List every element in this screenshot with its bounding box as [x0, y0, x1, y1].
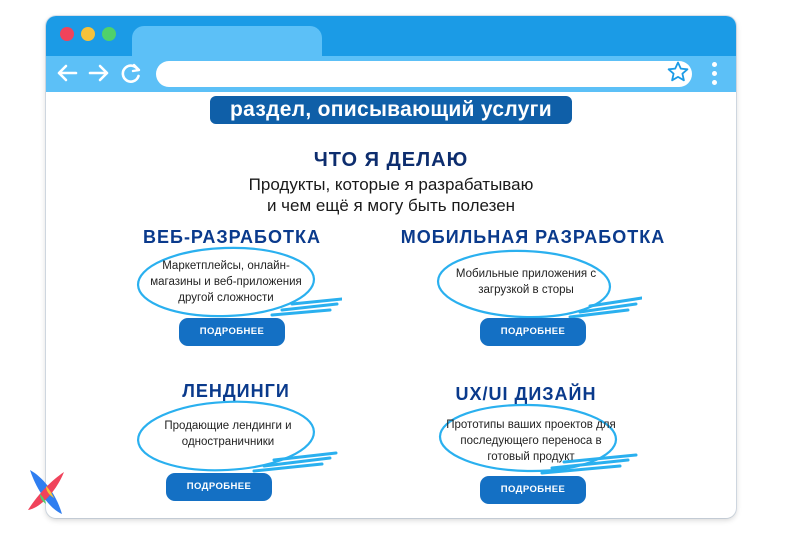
section-banner: раздел, описывающий услуги	[210, 96, 572, 124]
subtitle-line-2: и чем ещё я могу быть полезен	[266, 196, 516, 215]
desc-line: магазины и веб-приложения	[150, 276, 302, 288]
service-title-design: UX/UI ДИЗАЙН	[455, 384, 597, 404]
kebab-menu-icon[interactable]	[712, 62, 718, 86]
service-desc-mobile	[436, 266, 616, 298]
address-bar[interactable]	[156, 61, 692, 87]
desc-line: загрузкой в сторы	[478, 284, 574, 296]
desc-line: Продающие лендинги и	[164, 420, 292, 432]
more-button-design[interactable]: ПОДРОБНЕЕ	[480, 476, 586, 504]
browser-toolbar	[46, 56, 736, 92]
arrow-right-icon[interactable]	[86, 60, 112, 86]
browser-window	[46, 16, 736, 518]
brand-logo-icon	[22, 464, 70, 520]
subtitle-line-1: Продукты, которые я разрабатываю	[248, 175, 534, 194]
more-button-web[interactable]: ПОДРОБНЕЕ	[179, 318, 285, 346]
desc-line: Прототипы ваших проектов для	[446, 419, 616, 431]
service-desc-landing	[138, 418, 318, 450]
page-title: ЧТО Я ДЕЛАЮ	[313, 149, 469, 171]
page-content	[46, 92, 736, 518]
desc-line: последующего переноса в	[460, 435, 602, 447]
desc-line: другой сложности	[178, 292, 274, 304]
arrow-left-icon[interactable]	[54, 60, 80, 86]
service-title-landing: ЛЕНДИНГИ	[182, 381, 290, 401]
close-window-dot[interactable]	[60, 27, 74, 41]
refresh-icon[interactable]	[118, 60, 144, 86]
minimize-window-dot[interactable]	[81, 27, 95, 41]
desc-line: одностраничники	[181, 436, 275, 448]
more-button-mobile[interactable]: ПОДРОБНЕЕ	[480, 318, 586, 346]
more-button-landing[interactable]: ПОДРОБНЕЕ	[166, 473, 272, 501]
service-desc-web	[136, 258, 316, 306]
service-desc-design	[438, 417, 624, 465]
service-title-mobile: МОБИЛЬНАЯ РАЗРАБОТКА	[400, 227, 666, 247]
maximize-window-dot[interactable]	[102, 27, 116, 41]
star-icon[interactable]	[666, 60, 690, 84]
browser-tab[interactable]	[132, 26, 322, 58]
service-title-web: ВЕБ-РАЗРАБОТКА	[143, 227, 321, 247]
desc-line: Мобильные приложения с	[455, 268, 597, 280]
desc-line: Маркетплейсы, онлайн-	[162, 260, 290, 272]
browser-titlebar	[46, 16, 736, 56]
desc-line: готовый продукт	[487, 451, 575, 463]
